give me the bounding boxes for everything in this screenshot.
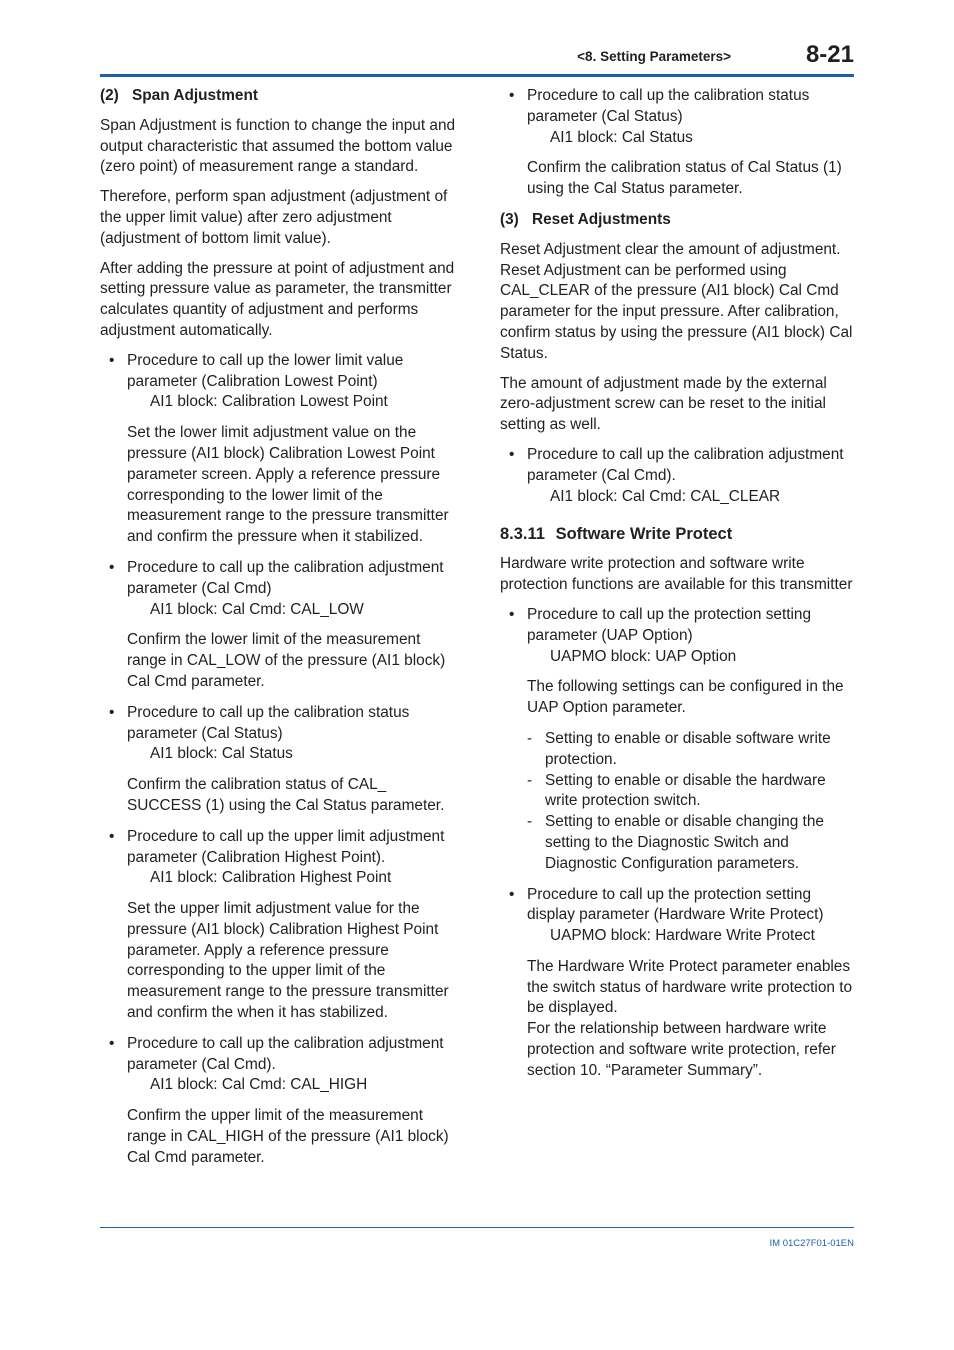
chapter-title: <8. Setting Parameters> (577, 49, 731, 64)
parameter-path: UAPMO block: UAP Option (550, 647, 737, 665)
bullet-note: Confirm the upper limit of the measurement range in CAL_HIGH of the pressure (AI1 block) Cal Cmd parameter. (127, 1107, 449, 1166)
paragraph: After adding the pressure at point of adjustment and setting pressure value as parameter, the transmitter calculates quantity of adjustment and performs adjustment automatically. (100, 259, 455, 339)
bullet-text: • Procedure to call up the lower limit value parameter (Calibration Lowest Point) (127, 351, 404, 390)
bullet-item (500, 86, 856, 200)
parameter-path: AI1 block: Cal Cmd: CAL_CLEAR (550, 487, 781, 505)
reset-adjustments-heading (500, 210, 856, 231)
dash-item: - Setting to enable or disable the hardware write protection switch. (527, 771, 856, 813)
bullet-note: Set the upper limit adjustment value for the pressure (AI1 block) Calibration Highest Point parameter. Apply a reference pressure corresponding to the upper limit of the measurement range to the pressure transmitter and confirm the when it has stabilized. (127, 900, 449, 1022)
bullet-item (500, 605, 856, 719)
page-number: 8-21 (805, 41, 854, 68)
bullet-note: Confirm the lower limit of the measurement range in CAL_LOW of the pressure (AI1 block) Cal Cmd parameter. (127, 631, 446, 690)
dash-list (527, 729, 856, 875)
parameter-path: AI1 block: Calibration Highest Point (150, 869, 392, 887)
left-column (100, 86, 460, 1179)
heading-text: Span Adjustment (132, 87, 258, 104)
parameter-path: AI1 block: Cal Status (150, 745, 293, 763)
bullet-text: • Procedure to call up the protection setting display parameter (Hardware Write Protect) (527, 885, 824, 924)
bullet-item (500, 885, 856, 1082)
paragraph: Therefore, perform span adjustment (adjustment of the upper limit value) after zero adjustment (adjustment of bottom limit value). (100, 188, 448, 247)
paragraph: Span Adjustment is function to change the input and output characteristic that assumed the bottom value (zero point) of measurement range a standard. (100, 116, 456, 176)
dash-item: - Setting to enable or disable changing the setting to the Diagnostic Switch and Diagnostic Configuration parameters. (527, 812, 856, 874)
bullet-note: The following settings can be configured in the UAP Option parameter. (527, 678, 844, 717)
parameter-path: AI1 block: Calibration Lowest Point (150, 393, 388, 411)
paragraph: The amount of adjustment made by the external zero-adjustment screw can be reset to the initial setting as well. (500, 374, 827, 434)
bullet-note: Set the lower limit adjustment value on the pressure (AI1 block) Calibration Lowest Point parameter screen. Apply a reference pressure corresponding to the lower limit of the measurement range to the pressure transmitter and confirm the pressure when it stabilized. (127, 424, 449, 546)
header-divider (100, 74, 854, 77)
bullet-note: Confirm the calibration status of Cal Status (1) using the Cal Status parameter. (527, 159, 842, 198)
heading-number: (2) (100, 87, 119, 104)
right-column (500, 86, 856, 1092)
parameter-path: AI1 block: Cal Cmd: CAL_HIGH (150, 1076, 368, 1094)
bullet-item (100, 558, 460, 693)
bullet-text: • Procedure to call up the calibration adjustment parameter (Cal Cmd). (527, 445, 844, 484)
heading-text: Reset Adjustments (532, 210, 671, 228)
bullet-note: The Hardware Write Protect parameter enables the switch status of hardware write protection to be displayed. (527, 957, 853, 1017)
section-heading (500, 524, 856, 545)
span-adjustment-heading (100, 86, 460, 107)
section-title: Software Write Protect (555, 525, 733, 544)
bullet-item (500, 445, 856, 507)
parameter-path: AI1 block: Cal Cmd: CAL_LOW (150, 600, 364, 618)
paragraph: Hardware write protection and software write protection functions are available for this transmitter (500, 555, 853, 594)
footer-divider (100, 1227, 854, 1228)
bullet-item (100, 1034, 460, 1169)
bullet-item (100, 703, 460, 817)
bullet-note: For the relationship between hardware write protection and software write protection, refer section 10. “Parameter Summary”. (527, 1020, 836, 1079)
bullet-text: • Procedure to call up the calibration status parameter (Cal Status) (127, 703, 410, 742)
parameter-path: AI1 block: Cal Status (550, 128, 693, 146)
bullet-text: • Procedure to call up the calibration adjustment parameter (Cal Cmd). (127, 1034, 444, 1073)
page-header (100, 40, 854, 76)
bullet-note: Confirm the calibration status of CAL_ SUCCESS (1) using the Cal Status parameter. (127, 776, 445, 814)
parameter-path: UAPMO block: Hardware Write Protect (550, 927, 815, 945)
bullet-text: • Procedure to call up the upper limit adjustment parameter (Calibration Highest Point). (127, 827, 445, 866)
heading-number: (3) (500, 210, 519, 228)
section-number: 8.3.11 (500, 525, 545, 544)
bullet-text: • Procedure to call up the protection setting parameter (UAP Option) (527, 605, 812, 644)
bullet-item (100, 351, 460, 548)
bullet-item (100, 827, 460, 1024)
paragraph: Reset Adjustment clear the amount of adjustment. Reset Adjustment can be performed using CAL_CLEAR of the pressure (AI1 block) Cal Cmd parameter for the input pressure. After calibration, confirm status by using the pressure (AI1 block) Cal Status. (500, 240, 853, 362)
bullet-text: • Procedure to call up the calibration status parameter (Cal Status) (527, 87, 810, 125)
bullet-text: • Procedure to call up the calibration adjustment parameter (Cal Cmd) (127, 558, 444, 597)
dash-item: - Setting to enable or disable software write protection. (527, 729, 856, 771)
document-id: IM 01C27F01-01EN (769, 1238, 854, 1249)
